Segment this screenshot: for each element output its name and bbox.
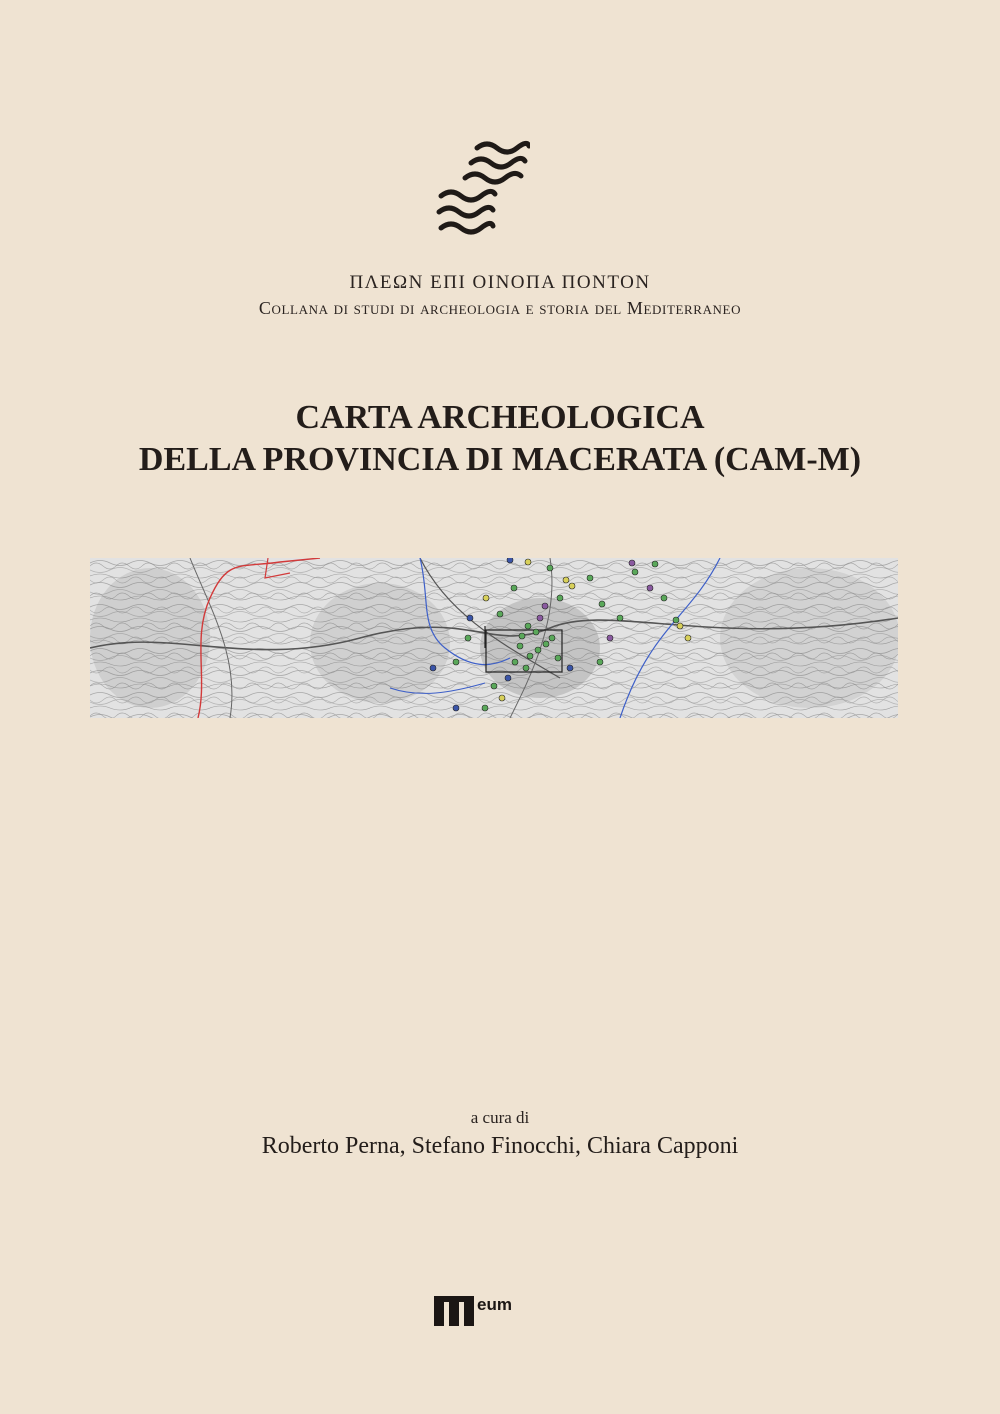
site-dot [685,635,691,641]
site-dot [517,643,523,649]
site-dot [543,641,549,647]
site-dot [512,659,518,665]
site-dot [511,585,517,591]
book-title [0,397,1000,481]
site-dot [677,623,683,629]
site-dot [519,633,525,639]
topographic-map-image [90,558,898,718]
site-dot [527,653,533,659]
site-dot [507,558,513,563]
site-dot [567,665,573,671]
waves-icon [435,138,530,243]
site-dot [587,575,593,581]
authors: Roberto Perna, Stefano Finocchi, Chiara Capponi [261,1133,739,1159]
site-dot [557,595,563,601]
book-title-line-2: DELLA PROVINCIA DI MACERATA (CAM-M) [138,441,862,478]
site-dot [533,629,539,635]
site-dot [525,559,531,565]
site-dot [597,659,603,665]
site-dot [555,655,561,661]
site-dot [467,615,473,621]
site-dot [499,695,505,701]
site-dot [617,615,623,621]
site-dot [647,585,653,591]
site-dot [673,617,679,623]
site-dot [483,595,489,601]
site-dot [537,615,543,621]
site-dot [453,659,459,665]
site-dot [453,705,459,711]
site-dot [465,635,471,641]
site-dot [599,601,605,607]
site-dot [629,560,635,566]
site-dot [482,705,488,711]
edited-by-label: a cura di [470,1108,530,1127]
site-dot [607,635,613,641]
site-dot [525,623,531,629]
book-title-line-1: CARTA ARCHEOLOGICA [295,399,705,436]
site-dot [542,603,548,609]
site-dot [549,635,555,641]
site-dot [569,583,575,589]
site-dot [661,595,667,601]
site-dot [535,647,541,653]
site-dot [497,611,503,617]
site-dot [430,665,436,671]
site-dot [547,565,553,571]
series-greek-title: ΠΛΕΩΝ ΕΠΙ ΟΙΝΟΠΑ ΠΟΝΤΟΝ [349,272,651,293]
publisher-name: eum [477,1295,512,1314]
eum-logo-icon [434,1296,474,1326]
site-dot [505,675,511,681]
site-dot [563,577,569,583]
site-dot [652,561,658,567]
site-dot [523,665,529,671]
site-dot [632,569,638,575]
publisher-logo [434,1296,512,1326]
series-subtitle: Collana di studi di archeologia e storia del Mediterraneo [258,298,742,318]
site-dot [491,683,497,689]
